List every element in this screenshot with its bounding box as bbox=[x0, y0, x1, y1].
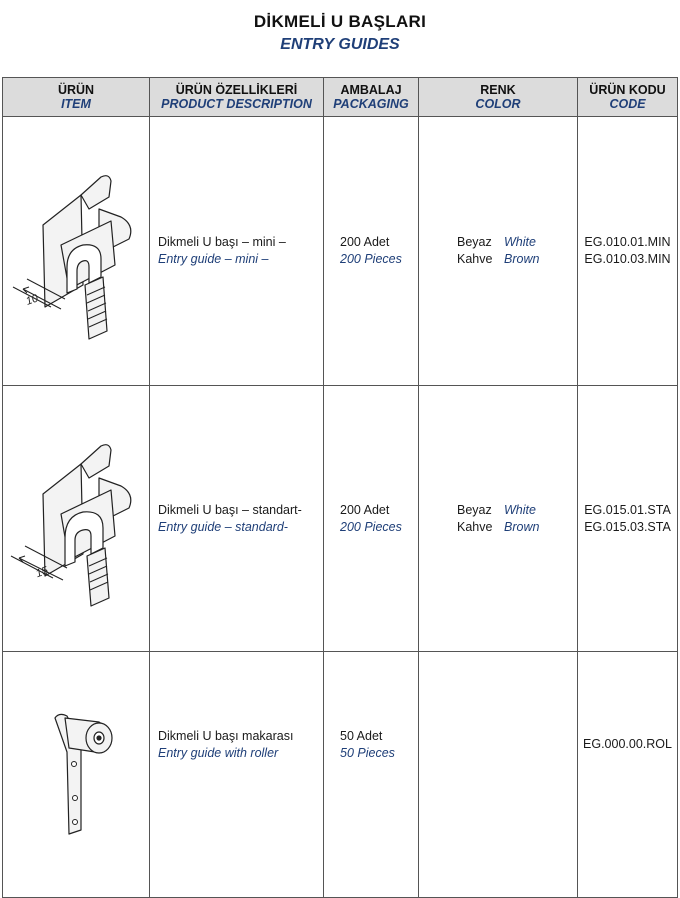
packaging-tr: 200 Adet bbox=[340, 502, 390, 517]
color-cell bbox=[419, 652, 578, 898]
table-row bbox=[3, 652, 678, 898]
header-code-en: CODE bbox=[609, 97, 646, 111]
description-en: Entry guide with roller bbox=[158, 745, 279, 760]
product-code-cell bbox=[578, 652, 678, 898]
packaging-tr: 200 Adet bbox=[340, 235, 390, 249]
packaging-cell bbox=[324, 117, 419, 386]
product-code: EG.010.01.MIN bbox=[584, 235, 671, 249]
description-tr: Dikmeli U başı makarası bbox=[158, 728, 294, 743]
header-description-en: PRODUCT DESCRIPTION bbox=[161, 97, 312, 111]
header-packaging bbox=[324, 78, 419, 117]
page-subtitle: ENTRY GUIDES bbox=[280, 36, 400, 53]
color-en: Brown bbox=[504, 519, 540, 534]
product-code-cell bbox=[578, 117, 678, 386]
product-code: EG.015.03.STA bbox=[584, 519, 671, 534]
product-description-cell bbox=[150, 117, 324, 386]
color-tr: Kahve bbox=[457, 252, 493, 266]
product-description-cell bbox=[150, 652, 324, 898]
color-cell bbox=[419, 386, 578, 652]
header-packaging-en: PACKAGING bbox=[333, 97, 409, 111]
description-tr: Dikmeli U başı – mini – bbox=[158, 235, 286, 249]
header-color bbox=[419, 78, 578, 117]
packaging-en: 200 Pieces bbox=[340, 519, 402, 534]
color-tr: Beyaz bbox=[457, 502, 492, 517]
description-en: Entry guide – standard- bbox=[158, 519, 288, 534]
color-en: White bbox=[504, 235, 536, 249]
product-code: EG.015.01.STA bbox=[584, 502, 671, 517]
color-tr: Kahve bbox=[457, 519, 493, 534]
product-code: EG.010.03.MIN bbox=[584, 252, 671, 266]
entry-guide-mini-drawing bbox=[3, 117, 150, 380]
header-description-tr: ÜRÜN ÖZELLİKLERİ bbox=[175, 83, 298, 97]
color-option bbox=[457, 502, 576, 519]
header-code bbox=[578, 78, 678, 117]
packaging-cell bbox=[324, 652, 419, 898]
description-tr: Dikmeli U başı – standart- bbox=[158, 502, 302, 517]
entry-guide-roller-drawing bbox=[3, 652, 150, 892]
page-title: DİKMELİ U BAŞLARI bbox=[253, 12, 427, 31]
table-header-row bbox=[3, 78, 678, 117]
table-row bbox=[3, 117, 678, 386]
header-color-tr: RENK bbox=[480, 83, 516, 97]
header-description bbox=[150, 78, 324, 117]
header-item bbox=[3, 78, 150, 117]
product-code: EG.000.00.ROL bbox=[583, 737, 672, 751]
header-packaging-tr: AMBALAJ bbox=[340, 83, 402, 97]
packaging-en: 200 Pieces bbox=[340, 252, 402, 266]
color-en: Brown bbox=[504, 252, 540, 266]
color-option bbox=[457, 519, 576, 536]
header-item-en: ITEM bbox=[61, 97, 91, 111]
header-item-tr: ÜRÜN bbox=[57, 83, 95, 97]
color-en: White bbox=[504, 502, 536, 517]
color-option bbox=[457, 251, 576, 268]
product-table bbox=[2, 77, 678, 898]
packaging-tr: 50 Adet bbox=[340, 728, 383, 743]
dimension-label: 15 bbox=[34, 564, 50, 581]
entry-guide-standard-drawing bbox=[3, 386, 150, 646]
product-image-cell bbox=[3, 386, 150, 652]
color-cell bbox=[419, 117, 578, 386]
description-en: Entry guide – mini – bbox=[158, 252, 269, 266]
color-option bbox=[457, 234, 576, 251]
header-code-tr: ÜRÜN KODU bbox=[589, 83, 666, 97]
dimension-label: 10 bbox=[24, 292, 40, 308]
product-code-cell bbox=[578, 386, 678, 652]
product-image-cell bbox=[3, 117, 150, 386]
color-tr: Beyaz bbox=[457, 235, 492, 249]
product-image-cell bbox=[3, 652, 150, 898]
header-color-en: COLOR bbox=[475, 97, 521, 111]
packaging-cell bbox=[324, 386, 419, 652]
page-title-block bbox=[0, 12, 680, 54]
table-row bbox=[3, 386, 678, 652]
packaging-en: 50 Pieces bbox=[340, 745, 395, 760]
product-description-cell bbox=[150, 386, 324, 652]
